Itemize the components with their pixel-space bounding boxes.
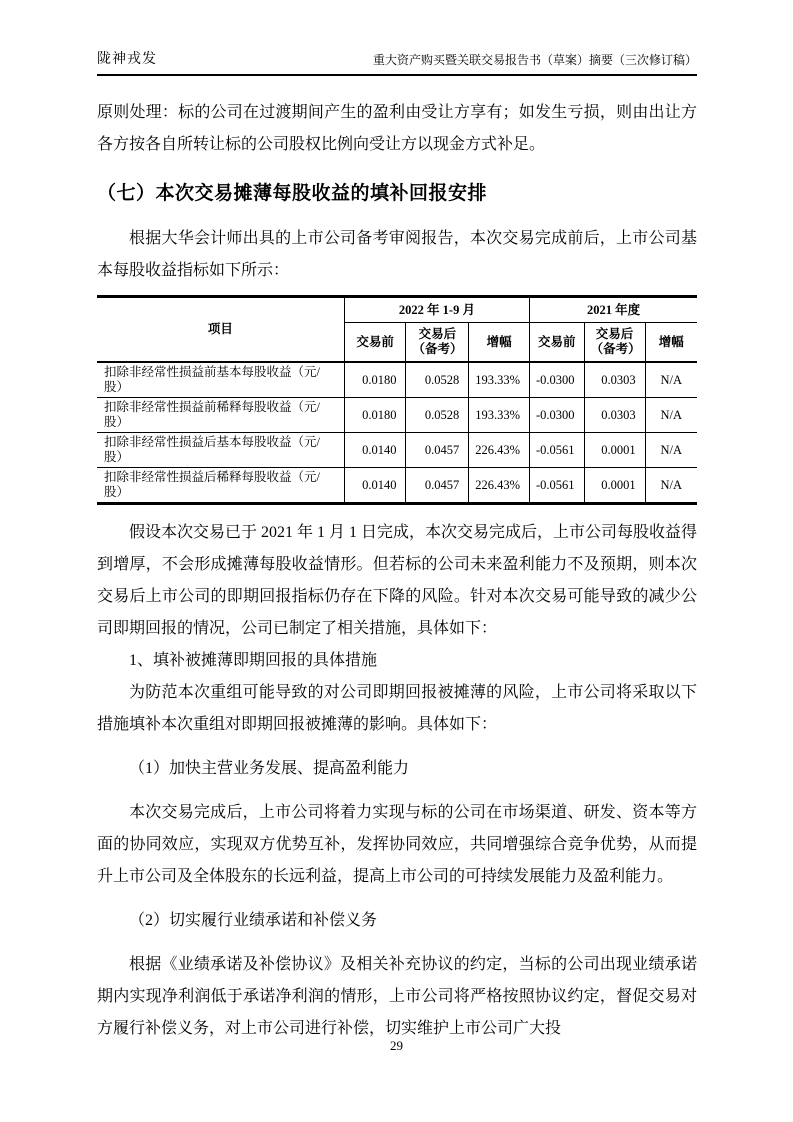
subheading-1-2: （2）切实履行业绩承诺和补偿义务 [129,912,378,929]
paragraph-intro: 原则处理：标的公司在过渡期间产生的盈利由受让方享有；如发生亏损，则由出让方各方按各自所转让标的公司股权比例向受让方以现金方式补足。 [97,104,697,153]
cell-value: N/A [645,468,697,504]
table-header-group-row [97,297,697,323]
cell-value: 226.43% [469,433,530,468]
paragraph-report: 根据大华会计师出具的上市公司备考审阅报告，本次交易完成前后，上市公司基本每股收益指标如下所示： [97,230,697,279]
table-header-group-2021: 2021 年度 [530,297,697,323]
table-header-pre-2021: 交易前 [530,323,585,363]
table-header-item: 项目 [97,297,344,363]
running-header-right: 重大资产购买暨关联交易报告书（草案）摘要（三次修订稿） [372,53,697,67]
table-header-group-2022: 2022 年 1-9 月 [344,297,529,323]
table-header-change-2021: 增幅 [645,323,697,363]
cell-value: N/A [645,362,697,398]
paragraph-prevent: 为防范本次重组可能导致的对公司即期回报被摊薄的风险，上市公司将采取以下措施填补本次重组对即期回报被摊薄的影响。具体如下： [97,684,697,733]
paragraph-synergy: 本次交易完成后，上市公司将着力实现与标的公司在市场渠道、研发、资本等方面的协同效应，实现双方优势互补，发挥协同效应，共同增强综合竞争优势，从而提升上市公司及全体股东的长远利益，提高上市公司的可持续发展能力及盈利能力。 [97,804,697,885]
cell-value: 0.0140 [344,468,406,504]
cell-value: 0.0140 [344,433,406,468]
table-row [97,433,697,468]
cell-value: 226.43% [469,468,530,504]
cell-value: 0.0303 [584,362,645,398]
cell-value: 0.0001 [584,468,645,504]
running-header [97,48,697,76]
table-row [97,468,697,504]
paragraph-promise: 根据《业绩承诺及补偿协议》及相关补充协议的约定，当标的公司出现业绩承诺期内实现净利润低于承诺净利润的情形，上市公司将严格按照协议约定，督促交易对方履行补偿义务，对上市公司进行补偿，切实维护上市公司广大投 [97,956,697,1037]
cell-value: -0.0561 [530,468,585,504]
cell-value: -0.0300 [530,398,585,433]
cell-value: 0.0457 [406,468,469,504]
table-header-post-2021: 交易后 （备考） [584,323,645,363]
paragraph-assume: 假设本次交易已于 2021 年 1 月 1 日完成，本次交易完成后，上市公司每股收益得到增厚，不会形成摊薄每股收益情形。但若标的公司未来盈利能力不及预期，则本次交易后上市公司的即期回报指标仍存在下降的风险。针对本次交易可能导致的减少公司即期回报的情况，公司已制定了相关措施，具体如下： [97,524,698,637]
cell-value: -0.0561 [530,433,585,468]
cell-value: 0.0528 [406,398,469,433]
cell-value: 0.0457 [406,433,469,468]
cell-value: N/A [645,433,697,468]
cell-value: 193.33% [469,398,530,433]
cell-value: 0.0001 [584,433,645,468]
page-number: 29 [390,1038,403,1053]
row-item-label: 扣除非经常性损益后稀释每股收益（元/股） [97,468,344,504]
cell-value: 0.0528 [406,362,469,398]
row-item-label: 扣除非经常性损益后基本每股收益（元/股） [97,433,344,468]
page-content [97,97,697,1045]
eps-table [97,295,697,505]
table-header-pre-2022: 交易前 [344,323,406,363]
cell-value: 193.33% [469,362,530,398]
cell-value: 0.0303 [584,398,645,433]
table-header-change-2022: 增幅 [469,323,530,363]
running-header-left: 陇神戎发 [97,52,157,67]
cell-value: N/A [645,398,697,433]
row-item-label: 扣除非经常性损益前基本每股收益（元/股） [97,362,344,398]
cell-value: -0.0300 [530,362,585,398]
cell-value: 0.0180 [344,398,406,433]
table-row [97,398,697,433]
row-item-label: 扣除非经常性损益前稀释每股收益（元/股） [97,398,344,433]
subheading-1-1: （1）加快主营业务发展、提高盈利能力 [129,760,410,777]
subheading-1: 1、填补被摊薄即期回报的具体措施 [129,652,378,669]
table-row [97,362,697,398]
section-heading: （七）本次交易摊薄每股收益的填补回报安排 [97,183,488,204]
cell-value: 0.0180 [344,362,406,398]
table-header-post-2022: 交易后 （备考） [406,323,469,363]
